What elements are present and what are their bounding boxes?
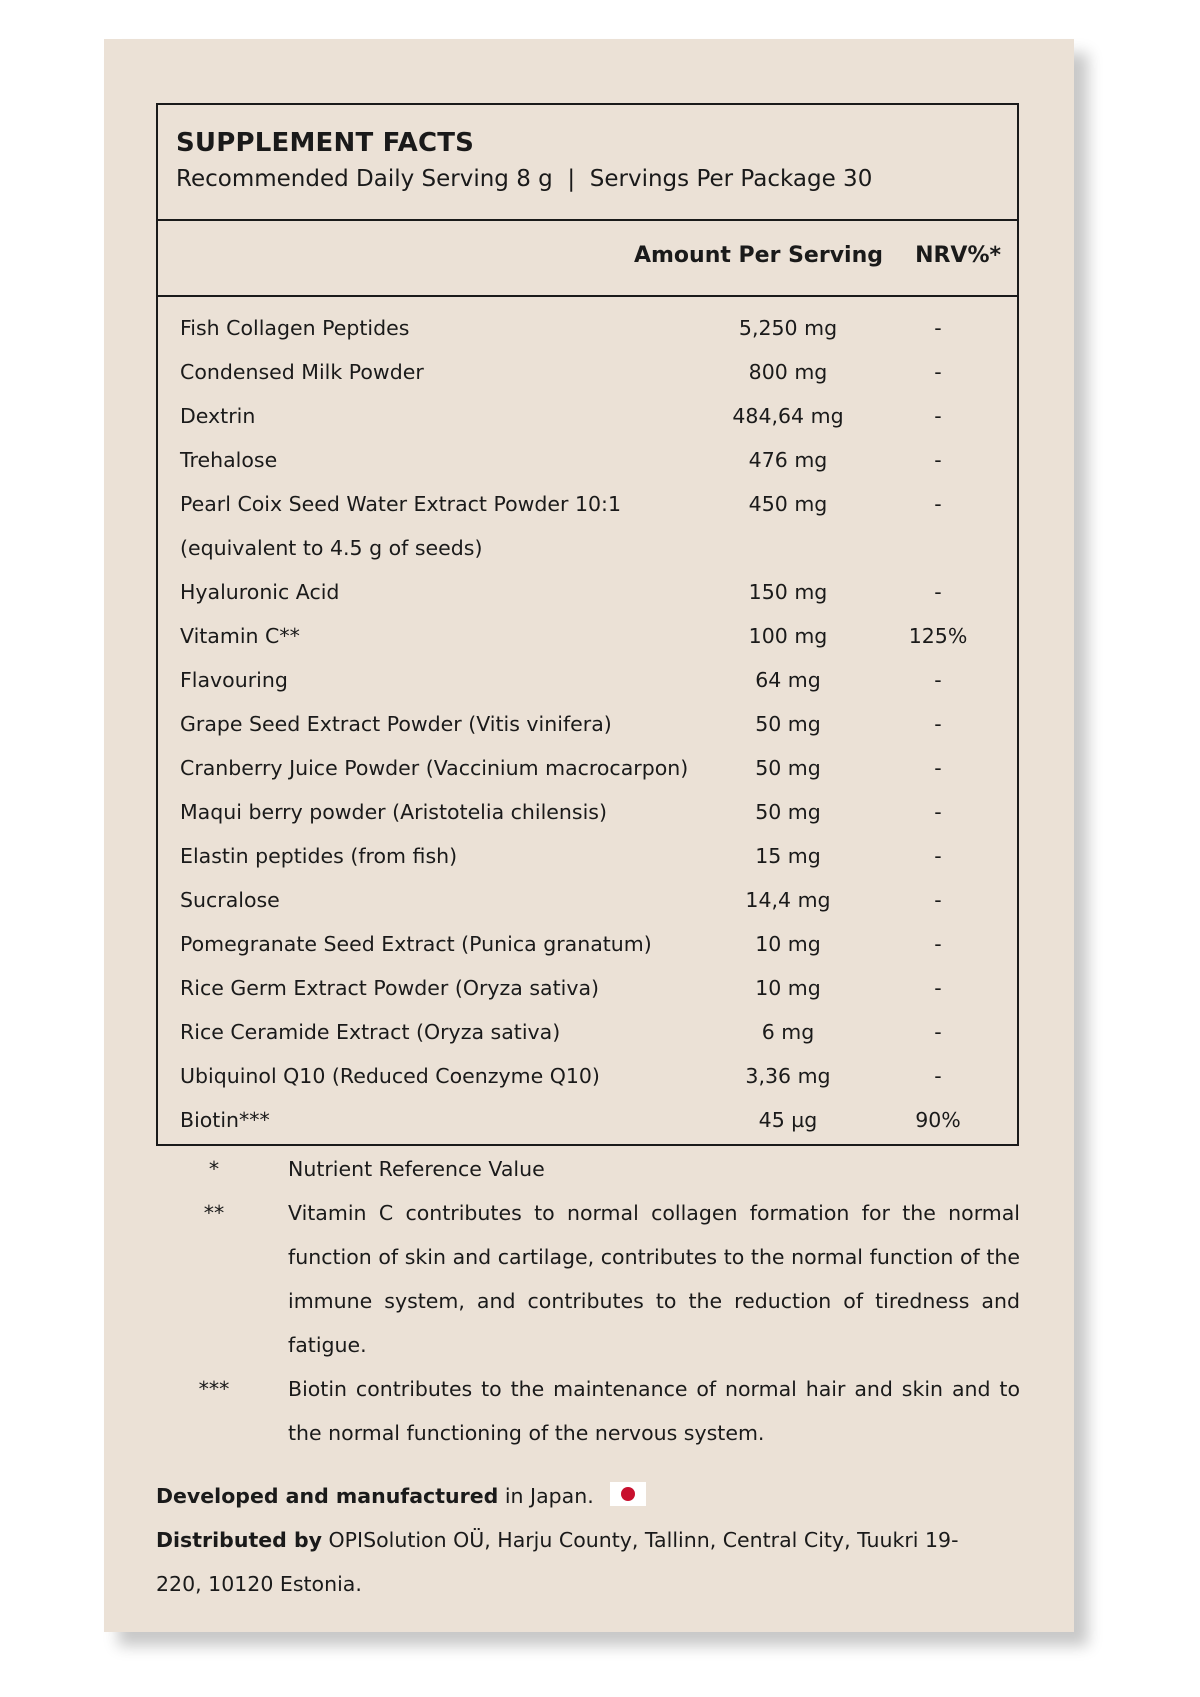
ingredient-row [158, 614, 1017, 658]
ingredient-row [158, 746, 1017, 790]
ingredient-name: Sucralose [180, 888, 280, 912]
ingredient-nrv: 90% [915, 1108, 961, 1132]
ingredient-name [180, 482, 720, 570]
ingredient-nrv: - [934, 976, 942, 1000]
ingredient-nrv: - [934, 360, 942, 384]
footnote-text: Biotin contributes to the maintenance of normal hair and skin and to the normal functioning of the nervous system. [288, 1377, 1020, 1445]
ingredient-name: Grape Seed Extract Powder (Vitis vinifera) [180, 712, 612, 736]
serving-info [176, 166, 872, 192]
ingredient-amount: 5,250 mg [738, 316, 838, 340]
ingredient-row [158, 570, 1017, 614]
footnote [174, 1367, 1020, 1455]
ingredient-row [158, 306, 1017, 350]
ingredient-amount: 10 mg [755, 932, 821, 956]
ingredient-row [158, 394, 1017, 438]
ingredient-name: Vitamin C** [180, 624, 300, 648]
ingredient-amount: 64 mg [755, 668, 821, 692]
ingredient-name: Elastin peptides (from fish) [180, 844, 458, 868]
ingredient-nrv: - [934, 756, 942, 780]
ingredient-row [158, 922, 1017, 966]
ingredient-nrv: - [934, 448, 942, 472]
footnote [174, 1191, 1020, 1367]
ingredient-row [158, 834, 1017, 878]
origin-line [156, 1474, 976, 1518]
ingredient-name: Pomegranate Seed Extract (Punica granatum) [180, 932, 652, 956]
ingredient-name: Dextrin [180, 404, 256, 428]
ingredient-nrv: - [934, 492, 942, 516]
ingredient-row [158, 966, 1017, 1010]
supplement-facts-table [156, 103, 1019, 1146]
ingredient-amount: 50 mg [755, 800, 821, 824]
distributor-address: OPISolution OÜ, Harju County, Tallinn, Central City, Tuukri 19-220, 10120 Estonia. [156, 1528, 959, 1596]
label-card [104, 39, 1074, 1632]
ingredient-amount: 10 mg [755, 976, 821, 1000]
ingredient-amount: 14,4 mg [745, 888, 831, 912]
origin-label: Developed and manufactured [156, 1484, 499, 1508]
ingredient-amount: 100 mg [748, 624, 828, 648]
ingredient-nrv: - [934, 316, 942, 340]
ingredient-list [158, 306, 1017, 1142]
ingredient-amount: 6 mg [761, 1020, 815, 1044]
ingredient-name: Condensed Milk Powder [180, 360, 424, 384]
ingredient-name: Flavouring [180, 668, 288, 692]
ingredient-name-line2: (equivalent to 4.5 g of seeds) [180, 536, 483, 560]
ingredient-row [158, 790, 1017, 834]
ingredient-nrv: - [934, 668, 942, 692]
ingredient-row [158, 482, 1017, 570]
ingredient-nrv: - [934, 580, 942, 604]
ingredient-nrv: - [934, 712, 942, 736]
ingredient-name: Trehalose [180, 448, 278, 472]
ingredient-row [158, 350, 1017, 394]
ingredient-nrv: - [934, 404, 942, 428]
ingredient-amount: 45 µg [758, 1108, 818, 1132]
footnote-text: Vitamin C contributes to normal collagen formation for the normal function of skin and cartilage, contributes to the normal function of the immune system, and contributes to the reduction of tiredness and fatigue. [288, 1201, 1020, 1357]
ingredient-nrv: - [934, 888, 942, 912]
japan-flag-icon [610, 1482, 646, 1506]
ingredient-amount: 50 mg [755, 712, 821, 736]
ingredient-name: Fish Collagen Peptides [180, 316, 410, 340]
origin-country: in Japan. [498, 1484, 594, 1508]
amount-column-header: Amount Per Serving [633, 243, 883, 268]
ingredient-amount: 3,36 mg [745, 1064, 831, 1088]
ingredient-amount: 15 mg [755, 844, 821, 868]
footnote [174, 1147, 1020, 1191]
footnote-mark: * [208, 1157, 220, 1181]
ingredient-nrv: - [934, 800, 942, 824]
ingredient-name: Rice Germ Extract Powder (Oryza sativa) [180, 976, 600, 1000]
ingredient-row [158, 658, 1017, 702]
ingredient-name: Rice Ceramide Extract (Oryza sativa) [180, 1020, 561, 1044]
ingredient-amount: 450 mg [748, 492, 828, 516]
ingredient-row [158, 702, 1017, 746]
ingredient-nrv: - [934, 932, 942, 956]
footnote-mark: *** [198, 1377, 230, 1401]
ingredient-amount: 800 mg [748, 360, 828, 384]
ingredient-name: Biotin*** [180, 1108, 270, 1132]
ingredient-nrv: - [934, 844, 942, 868]
serving-size: Recommended Daily Serving 8 g [176, 166, 553, 192]
ingredient-nrv: - [934, 1064, 942, 1088]
ingredient-amount: 150 mg [748, 580, 828, 604]
footnotes [174, 1147, 1020, 1455]
ingredient-amount: 476 mg [748, 448, 828, 472]
servings-per-package: Servings Per Package 30 [589, 166, 873, 192]
ingredient-row [158, 438, 1017, 482]
serving-separator: | [567, 166, 576, 192]
ingredient-name: Maqui berry powder (Aristotelia chilensis) [180, 800, 607, 824]
footnote-text: Nutrient Reference Value [288, 1157, 545, 1181]
ingredient-amount: 50 mg [755, 756, 821, 780]
distributor-line [156, 1518, 976, 1606]
ingredient-name: Hyaluronic Acid [180, 580, 340, 604]
facts-title: SUPPLEMENT FACTS [176, 128, 475, 158]
footnote-mark: ** [203, 1201, 225, 1225]
ingredient-row [158, 1098, 1017, 1142]
ingredient-name: Ubiquinol Q10 (Reduced Coenzyme Q10) [180, 1064, 600, 1088]
manufacturer-info [156, 1474, 976, 1606]
ingredient-row [158, 1010, 1017, 1054]
facts-header [158, 105, 1017, 221]
ingredient-name-line1: Pearl Coix Seed Water Extract Powder 10:1 [180, 492, 622, 516]
column-headers [158, 221, 1017, 297]
ingredient-row [158, 878, 1017, 922]
ingredient-nrv: 125% [908, 624, 968, 648]
distributor-label: Distributed by [156, 1528, 323, 1552]
ingredient-nrv: - [934, 1020, 942, 1044]
ingredient-name: Cranberry Juice Powder (Vaccinium macrocarpon) [180, 756, 689, 780]
ingredient-row [158, 1054, 1017, 1098]
ingredient-amount: 484,64 mg [732, 404, 844, 428]
nrv-column-header: NRV%* [915, 243, 1001, 268]
